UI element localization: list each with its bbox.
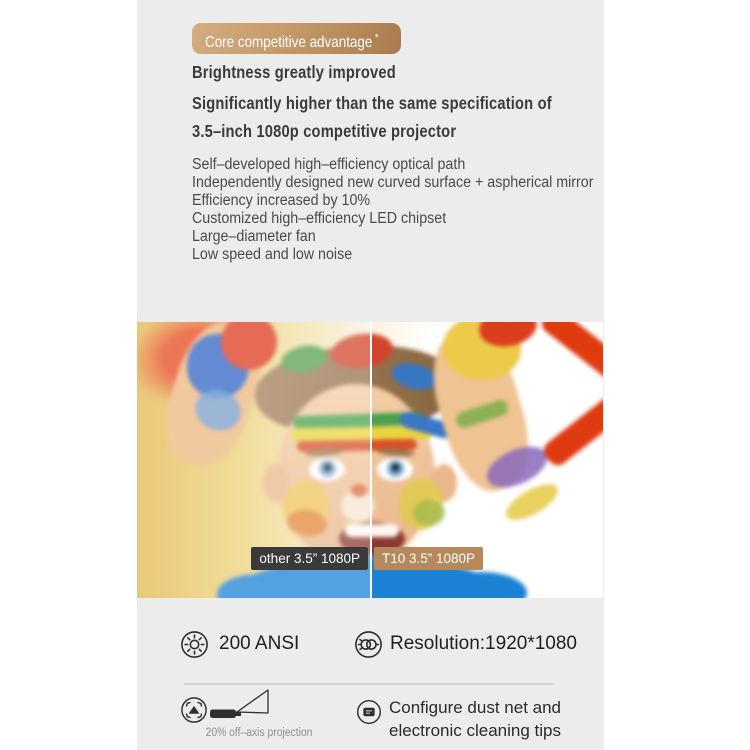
offaxis-projector-icon xyxy=(207,686,275,722)
split-divider xyxy=(370,322,372,598)
feature-line: Large–diameter fan xyxy=(192,228,316,245)
feature-line: Independently designed new curved surface + aspherical mirror xyxy=(192,174,594,191)
badge-asterisk: * xyxy=(374,32,379,44)
feature-list xyxy=(192,156,597,264)
right-cheek-green-paint-shape xyxy=(413,500,445,526)
content-column xyxy=(137,0,604,750)
divider-line xyxy=(184,683,554,685)
headline-title: Brightness greatly improved xyxy=(192,62,396,82)
headline-subtitle-2: 3.5–inch 1080p competitive projector xyxy=(192,121,457,141)
headline-block xyxy=(192,62,620,149)
spec-resolution xyxy=(354,629,577,659)
brightness-icon xyxy=(180,630,209,659)
spec-brightness xyxy=(180,629,299,659)
dust-net-icon xyxy=(356,699,382,725)
core-advantage-badge xyxy=(192,23,401,54)
resolution-icon xyxy=(354,630,383,659)
feature-line: Efficiency increased by 10% xyxy=(192,192,371,209)
badge-text xyxy=(205,23,378,54)
background-red-stroke-1-paint-shape xyxy=(538,322,603,389)
spec-row xyxy=(137,629,604,659)
comparison-photo xyxy=(137,322,603,598)
left-projector-label: other 3.5” 1080P xyxy=(251,547,368,570)
feature-line: Low speed and low noise xyxy=(192,246,353,263)
brightness-value: 200 ANSI xyxy=(219,633,300,654)
right-projector-label: T10 3.5” 1080P xyxy=(374,547,483,570)
dust-net-text: Configure dust net and electronic cleaning tips xyxy=(389,698,562,740)
headline-subtitle-1: Significantly higher than the same specification of xyxy=(192,93,552,113)
offaxis-caption: 20% off–axis projection xyxy=(205,727,313,739)
resolution-value: Resolution:1920*1080 xyxy=(390,633,577,654)
feature-line: Customized high–efficiency LED chipset xyxy=(192,210,447,227)
background-red-stroke-2-paint-shape xyxy=(540,385,603,470)
right-iris-paint-shape xyxy=(387,460,404,477)
feature-line: Self–developed high–efficiency optical path xyxy=(192,156,466,173)
keystone-correction-icon xyxy=(180,696,208,724)
badge-label: Core competitive advantage xyxy=(205,34,373,51)
